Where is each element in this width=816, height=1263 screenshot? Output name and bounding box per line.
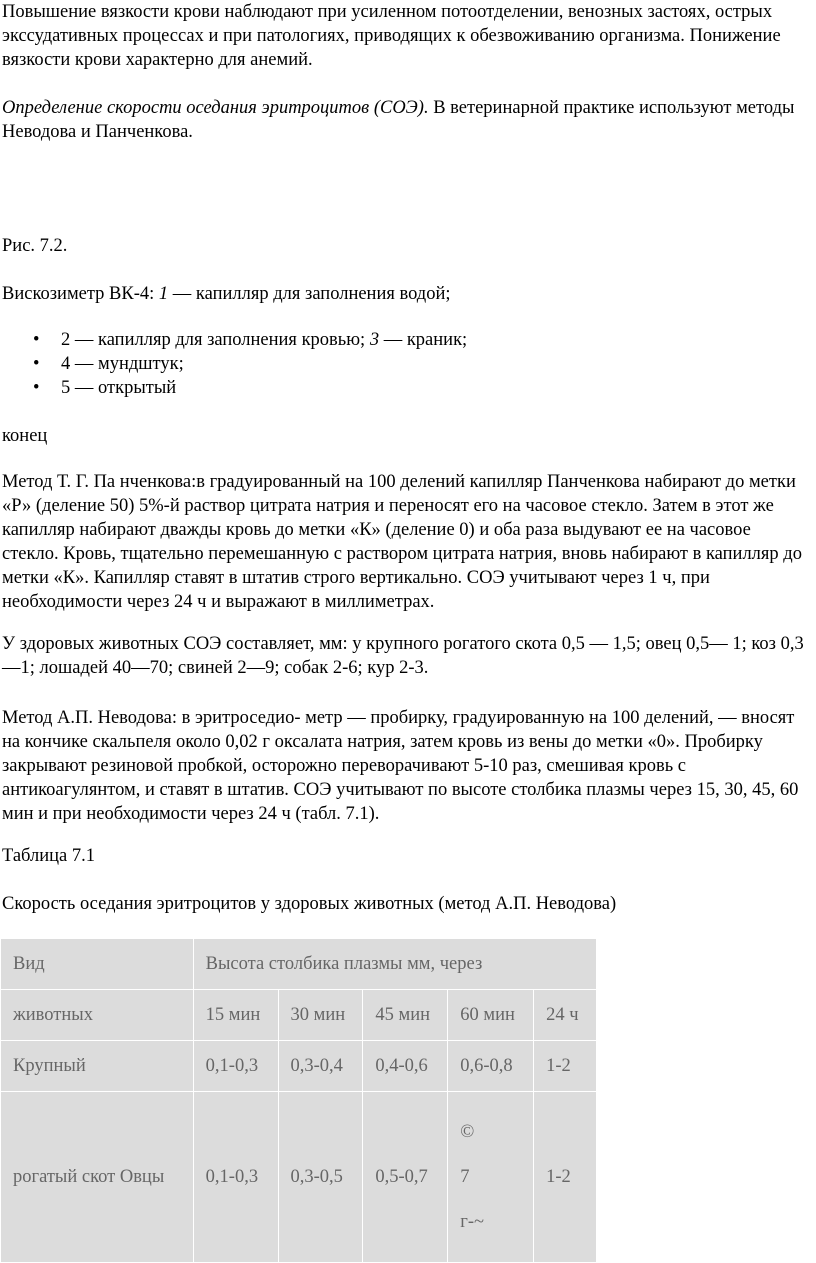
viscometer-caption	[2, 282, 810, 306]
list-item-1num: 3	[369, 330, 380, 350]
table-row	[1, 990, 597, 1041]
end-label: конец	[2, 426, 48, 446]
stack-line: ©	[460, 1121, 475, 1142]
table-cell: 60 мин	[448, 990, 534, 1041]
table-cell: Вид	[1, 939, 194, 990]
stack-line: 7	[460, 1166, 470, 1187]
table-cell: 0,1-0,3	[193, 1041, 278, 1092]
table-cell: животных	[1, 990, 194, 1041]
soe-text: В ветеринарной практике используют методы Неводова и Панченкова.	[2, 98, 795, 142]
table-row	[1, 1041, 597, 1092]
table-row	[1, 939, 597, 990]
list-item: • 5 — открытый	[0, 376, 467, 400]
table-caption: Скорость оседания эритроцитов у здоровых животных (метод А.П. Неводова)	[2, 894, 617, 914]
list-item-1b: — краник;	[379, 330, 468, 350]
table-cell: 0,3-0,4	[278, 1041, 363, 1092]
figure-label: Рис. 7.2.	[2, 236, 68, 256]
viscometer-caption-b: — капилляр для заполнения водой;	[168, 284, 451, 304]
table-cell: 45 мин	[363, 990, 448, 1041]
table-cell: 0,5-0,7	[363, 1092, 448, 1263]
table-cell-stacked	[448, 1092, 534, 1263]
viscometer-caption-num: 1	[158, 284, 169, 304]
table-cell: 1-2	[534, 1041, 597, 1092]
list-item: • 4 — мундштук;	[0, 352, 467, 376]
paragraph-viscosity: Повышение вязкости крови наблюдают при усиленном потоотделении, венозных застоях, острых экссудативных процессах и при патологиях, приводящих к обезвоживанию организма. Понижение вязкости крови характерно для анемий.	[2, 2, 781, 70]
table-cell: 0,3-0,5	[278, 1092, 363, 1263]
table-cell: 1-2	[534, 1092, 597, 1263]
table-cell: 0,4-0,6	[363, 1041, 448, 1092]
table-label: Таблица 7.1	[2, 846, 95, 866]
paragraph-nevodov: Метод А.П. Неводова: в эритроседио- метр — пробирку, градуированную на 100 делений, — вносят на кончике скальпеля около 0,02 г оксалата натрия, затем кровь из вены до метки «0». Пробирку закрывают резиновой пробкой, осторожно переворачивают 5-10 раз, смешивая кровь с антикоагулянтом, и ставят в штатив. СОЭ учитывают по высоте столбика плазмы через 15, 30, 45, 60 мин и при необходимости через 24 ч (табл. 7.1).	[2, 708, 799, 824]
table-cell: 15 мин	[193, 990, 278, 1041]
table-cell: 30 мин	[278, 990, 363, 1041]
esr-table	[0, 938, 597, 1263]
viscometer-parts-list	[0, 328, 467, 400]
stack-line: г-~	[460, 1211, 484, 1232]
paragraph-soe-intro	[2, 96, 810, 144]
table-cell: рогатый скот Овцы	[1, 1092, 194, 1263]
table-cell: Высота столбика плазмы мм, через	[193, 939, 596, 990]
viscometer-caption-a: Вискозиметр ВК-4:	[2, 284, 159, 304]
table-cell: 0,6-0,8	[448, 1041, 534, 1092]
table-cell: 24 ч	[534, 990, 597, 1041]
list-item-1a: 2 — капилляр для заполнения кровью;	[61, 330, 370, 350]
table-row	[1, 1092, 597, 1263]
paragraph-panchenkov: Метод Т. Г. Па нченкова:в градуированный на 100 делений капилляр Панченкова набирают до метки «Р» (деление 50) 5%-й раствор цитрата натрия и переносят его на часовое стекло. Затем в этот же капилляр набирают дважды кровь до метки «К» (деление 0) и оба раза выдувают ее на часовое стекло. Кровь, тщательно перемешанную с раствором цитрата натрия, вновь набирают в капилляр до метки «К». Капилляр ставят в штатив строго вертикально. СОЭ учитывают через 1 ч, при необходимости через 24 ч и выражают в миллиметрах.	[2, 472, 802, 612]
list-item	[0, 328, 467, 352]
table-cell: 0,1-0,3	[193, 1092, 278, 1263]
paragraph-healthy-values: У здоровых животных СОЭ составляет, мм: у крупного рогатого скота 0,5 — 1,5; овец 0,5— 1; коз 0,3—1; лошадей 40—70; свиней 2—9; собак 2-6; кур 2-3.	[2, 634, 804, 678]
table-cell: Крупный	[1, 1041, 194, 1092]
soe-title: Определение скорости оседания эритроцитов (СОЭ).	[2, 98, 429, 118]
